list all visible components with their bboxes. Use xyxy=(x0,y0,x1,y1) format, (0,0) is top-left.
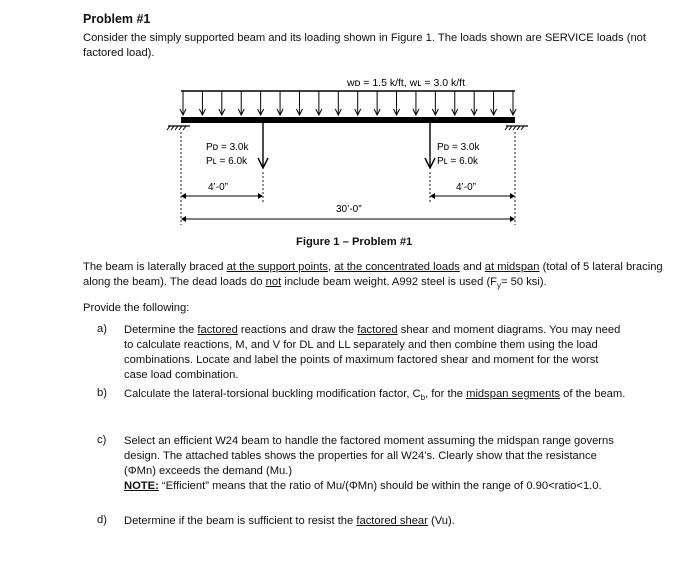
left-point-load-arrow xyxy=(258,123,268,168)
item-b-label: b) xyxy=(97,387,107,399)
dim-right-line xyxy=(430,193,515,199)
fy-subscript: y xyxy=(497,281,502,291)
item-b-t1: Calculate the lateral-torsional buckling modification factor, C xyxy=(124,388,421,400)
item-d-t2: (Vu). xyxy=(427,515,455,527)
dist-load-label: wᴅ = 1.5 k/ft, wʟ = 3.0 k/ft xyxy=(347,77,465,89)
problem-title: Problem #1 xyxy=(83,12,151,26)
bracing-text-5: include beam weight. A992 steel is used (F xyxy=(281,276,498,288)
distributed-load xyxy=(180,91,516,115)
bracing-underline-supports: at the support points xyxy=(226,261,329,273)
dim-left-line xyxy=(181,193,263,199)
item-c-label: c) xyxy=(97,434,107,446)
item-c-t1: Select an efficient W24 beam to handle the factored moment assuming the midspan range governs design. The attached tables shows the properties for all W24’s. Clearly show that the resistance (ΦMn) exceeds the demand (Mu.) xyxy=(124,435,614,477)
item-c-note-text: “Efficient” means that the ratio of Mu/(ΦMn) should be within the range of 0.90<ratio<1.0. xyxy=(158,480,602,492)
item-b-t3: of the beam. xyxy=(560,388,626,400)
problem-intro: Consider the simply supported beam and its loading shown in Figure 1. The loads shown are SERVICE loads (not factored load). xyxy=(83,32,647,59)
beam-figure xyxy=(0,0,700,240)
left-support xyxy=(167,126,190,130)
item-a-u1: factored xyxy=(197,324,238,336)
item-d-u1: factored shear xyxy=(356,515,428,527)
item-d-label: d) xyxy=(97,514,107,526)
bracing-paragraph xyxy=(83,260,683,293)
bracing-text-3: and xyxy=(459,261,485,273)
left-load-pd: Pᴅ = 3.0k xyxy=(206,142,249,153)
item-c-text xyxy=(124,434,629,494)
item-a-text xyxy=(124,323,624,383)
bracing-text-1: The beam is laterally braced xyxy=(83,261,227,273)
beam-member xyxy=(181,117,515,123)
cb-subscript: b xyxy=(420,393,426,403)
item-a-t3: shear and moment diagrams. You may need to calculate reactions, M, and V for DL and LL separately and then combine them using the load combinations. Locate and label the points of maximum factored shear and moment for the worst case load combination. xyxy=(124,324,621,381)
right-point-load-arrow xyxy=(425,123,435,168)
bracing-underline-loads: at the concentrated loads xyxy=(334,261,460,273)
bracing-underline-not: not xyxy=(265,276,282,288)
item-a-t1: Determine the xyxy=(124,324,198,336)
item-c-note-label: NOTE: xyxy=(124,480,159,492)
left-load-pl: Pʟ = 6.0k xyxy=(206,156,248,167)
item-a-u2: factored xyxy=(357,324,398,336)
item-d-text xyxy=(124,514,624,529)
item-b-u1: midspan segments xyxy=(466,388,561,400)
bracing-underline-midspan: at midspan xyxy=(484,261,540,273)
figure-caption: Figure 1 – Problem #1 xyxy=(296,236,413,248)
dim-span-line xyxy=(181,216,515,222)
bracing-text-6: = 50 ksi). xyxy=(501,276,547,288)
item-b-text xyxy=(124,387,644,405)
item-a-t2: reactions and draw the xyxy=(237,324,358,336)
bracing-text-2: , xyxy=(328,261,335,273)
right-load-pl: Pʟ = 6.0k xyxy=(437,156,479,167)
item-b-t2: , for the xyxy=(425,388,467,400)
bracing-text-4: (total of 5 lateral bracing along the beam). The dead loads do xyxy=(83,261,663,288)
dim-left-label: 4’-0” xyxy=(208,182,229,193)
right-load-pd: Pᴅ = 3.0k xyxy=(437,142,480,153)
item-a-label: a) xyxy=(97,323,107,335)
right-support xyxy=(505,126,528,130)
item-d-t1: Determine if the beam is sufficient to resist the xyxy=(124,515,357,527)
provide-heading: Provide the following: xyxy=(83,302,190,314)
dim-right-label: 4’-0” xyxy=(456,182,477,193)
udl-arrows xyxy=(180,91,516,115)
dim-span-label: 30’-0” xyxy=(336,204,362,215)
